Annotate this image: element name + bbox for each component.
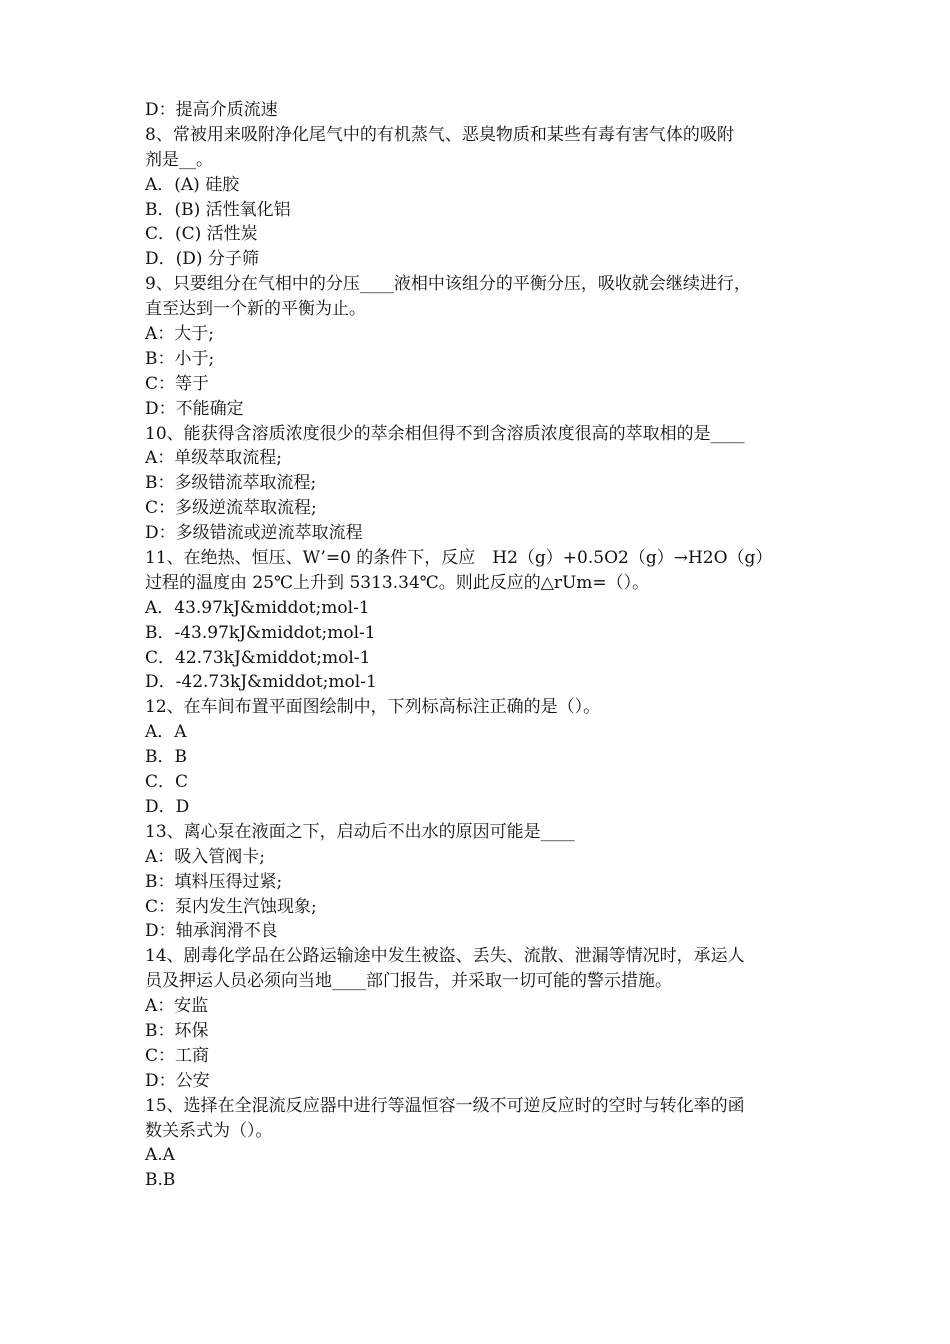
text-line: 11、在绝热、恒压、W’=0 的条件下，反应 H2（g）+0.5O2（g）→H2O（g） — [145, 548, 773, 569]
text-line: A：吸入管阀卡; — [145, 846, 266, 867]
text-line: D．(D) 分子筛 — [145, 249, 259, 270]
text-line: B：填料压得过紧; — [145, 871, 283, 892]
text-line: D．-42.73kJ&middot;mol-1 — [145, 672, 377, 693]
text-line: A：安监 — [145, 996, 209, 1017]
text-line: 14、剧毒化学品在公路运输途中发生被盗、丢失、流散、泄漏等情况时，承运人 — [145, 946, 745, 967]
text-line: 9、只要组分在气相中的分压____液相中该组分的平衡分压，吸收就会继续进行， — [145, 274, 751, 295]
text-line: D：多级错流或逆流萃取流程 — [145, 523, 363, 544]
text-line: D：不能确定 — [145, 398, 244, 419]
text-line: A：单级萃取流程; — [145, 448, 283, 469]
text-line: A．(A) 硅胶 — [145, 174, 240, 195]
text-line: C：工商 — [145, 1045, 210, 1066]
text-line: C．C — [145, 772, 189, 793]
text-line: C．(C) 活性炭 — [145, 224, 258, 245]
text-line: B.B — [145, 1170, 176, 1191]
text-line: B．-43.97kJ&middot;mol-1 — [145, 622, 376, 643]
text-line: B：环保 — [145, 1020, 209, 1041]
text-line: A.A — [145, 1145, 175, 1166]
text-line: B：多级错流萃取流程; — [145, 473, 317, 494]
text-line: 过程的温度由 25℃上升到 5313.34℃。则此反应的△rUm=（）。 — [145, 572, 650, 593]
text-line: D．D — [145, 796, 190, 817]
text-line: 剂是__。 — [145, 149, 213, 170]
text-line: D：提高介质流速 — [145, 100, 278, 120]
text-line: 直至达到一个新的平衡为止。 — [145, 299, 366, 320]
text-line: 员及押运人员必须向当地____部门报告，并采取一切可能的警示措施。 — [145, 971, 672, 992]
text-line: 15、选择在全混流反应器中进行等温恒容一级不可逆反应时的空时与转化率的函 — [145, 1095, 745, 1116]
text-line: 12、在车间布置平面图绘制中，下列标高标注正确的是（）。 — [145, 697, 601, 718]
text-line: 13、离心泵在液面之下，启动后不出水的原因可能是____ — [145, 821, 575, 842]
text-line: C．42.73kJ&middot;mol-1 — [145, 647, 371, 668]
text-line: C：泵内发生汽蚀现象; — [145, 896, 317, 917]
text-line: A：大于; — [145, 324, 215, 345]
text-line: A．43.97kJ&middot;mol-1 — [145, 597, 370, 618]
text-line: C：等于 — [145, 373, 210, 394]
text-line: A．A — [145, 722, 187, 743]
text-line: C：多级逆流萃取流程; — [145, 498, 317, 519]
text-line: 数关系式为（）。 — [145, 1120, 273, 1141]
text-line: D：轴承润滑不良 — [145, 921, 278, 942]
text-line: B．(B) 活性氧化铝 — [145, 199, 291, 220]
document-page — [145, 98, 820, 1193]
text-line: B．B — [145, 747, 187, 768]
text-line: 8、常被用来吸附净化尾气中的有机蒸气、恶臭物质和某些有毒有害气体的吸附 — [145, 124, 734, 145]
text-line: B：小于; — [145, 348, 215, 369]
text-line: 10、能获得含溶质浓度很少的萃余相但得不到含溶质浓度很高的萃取相的是____ — [145, 423, 745, 444]
text-line: D：公安 — [145, 1070, 210, 1091]
